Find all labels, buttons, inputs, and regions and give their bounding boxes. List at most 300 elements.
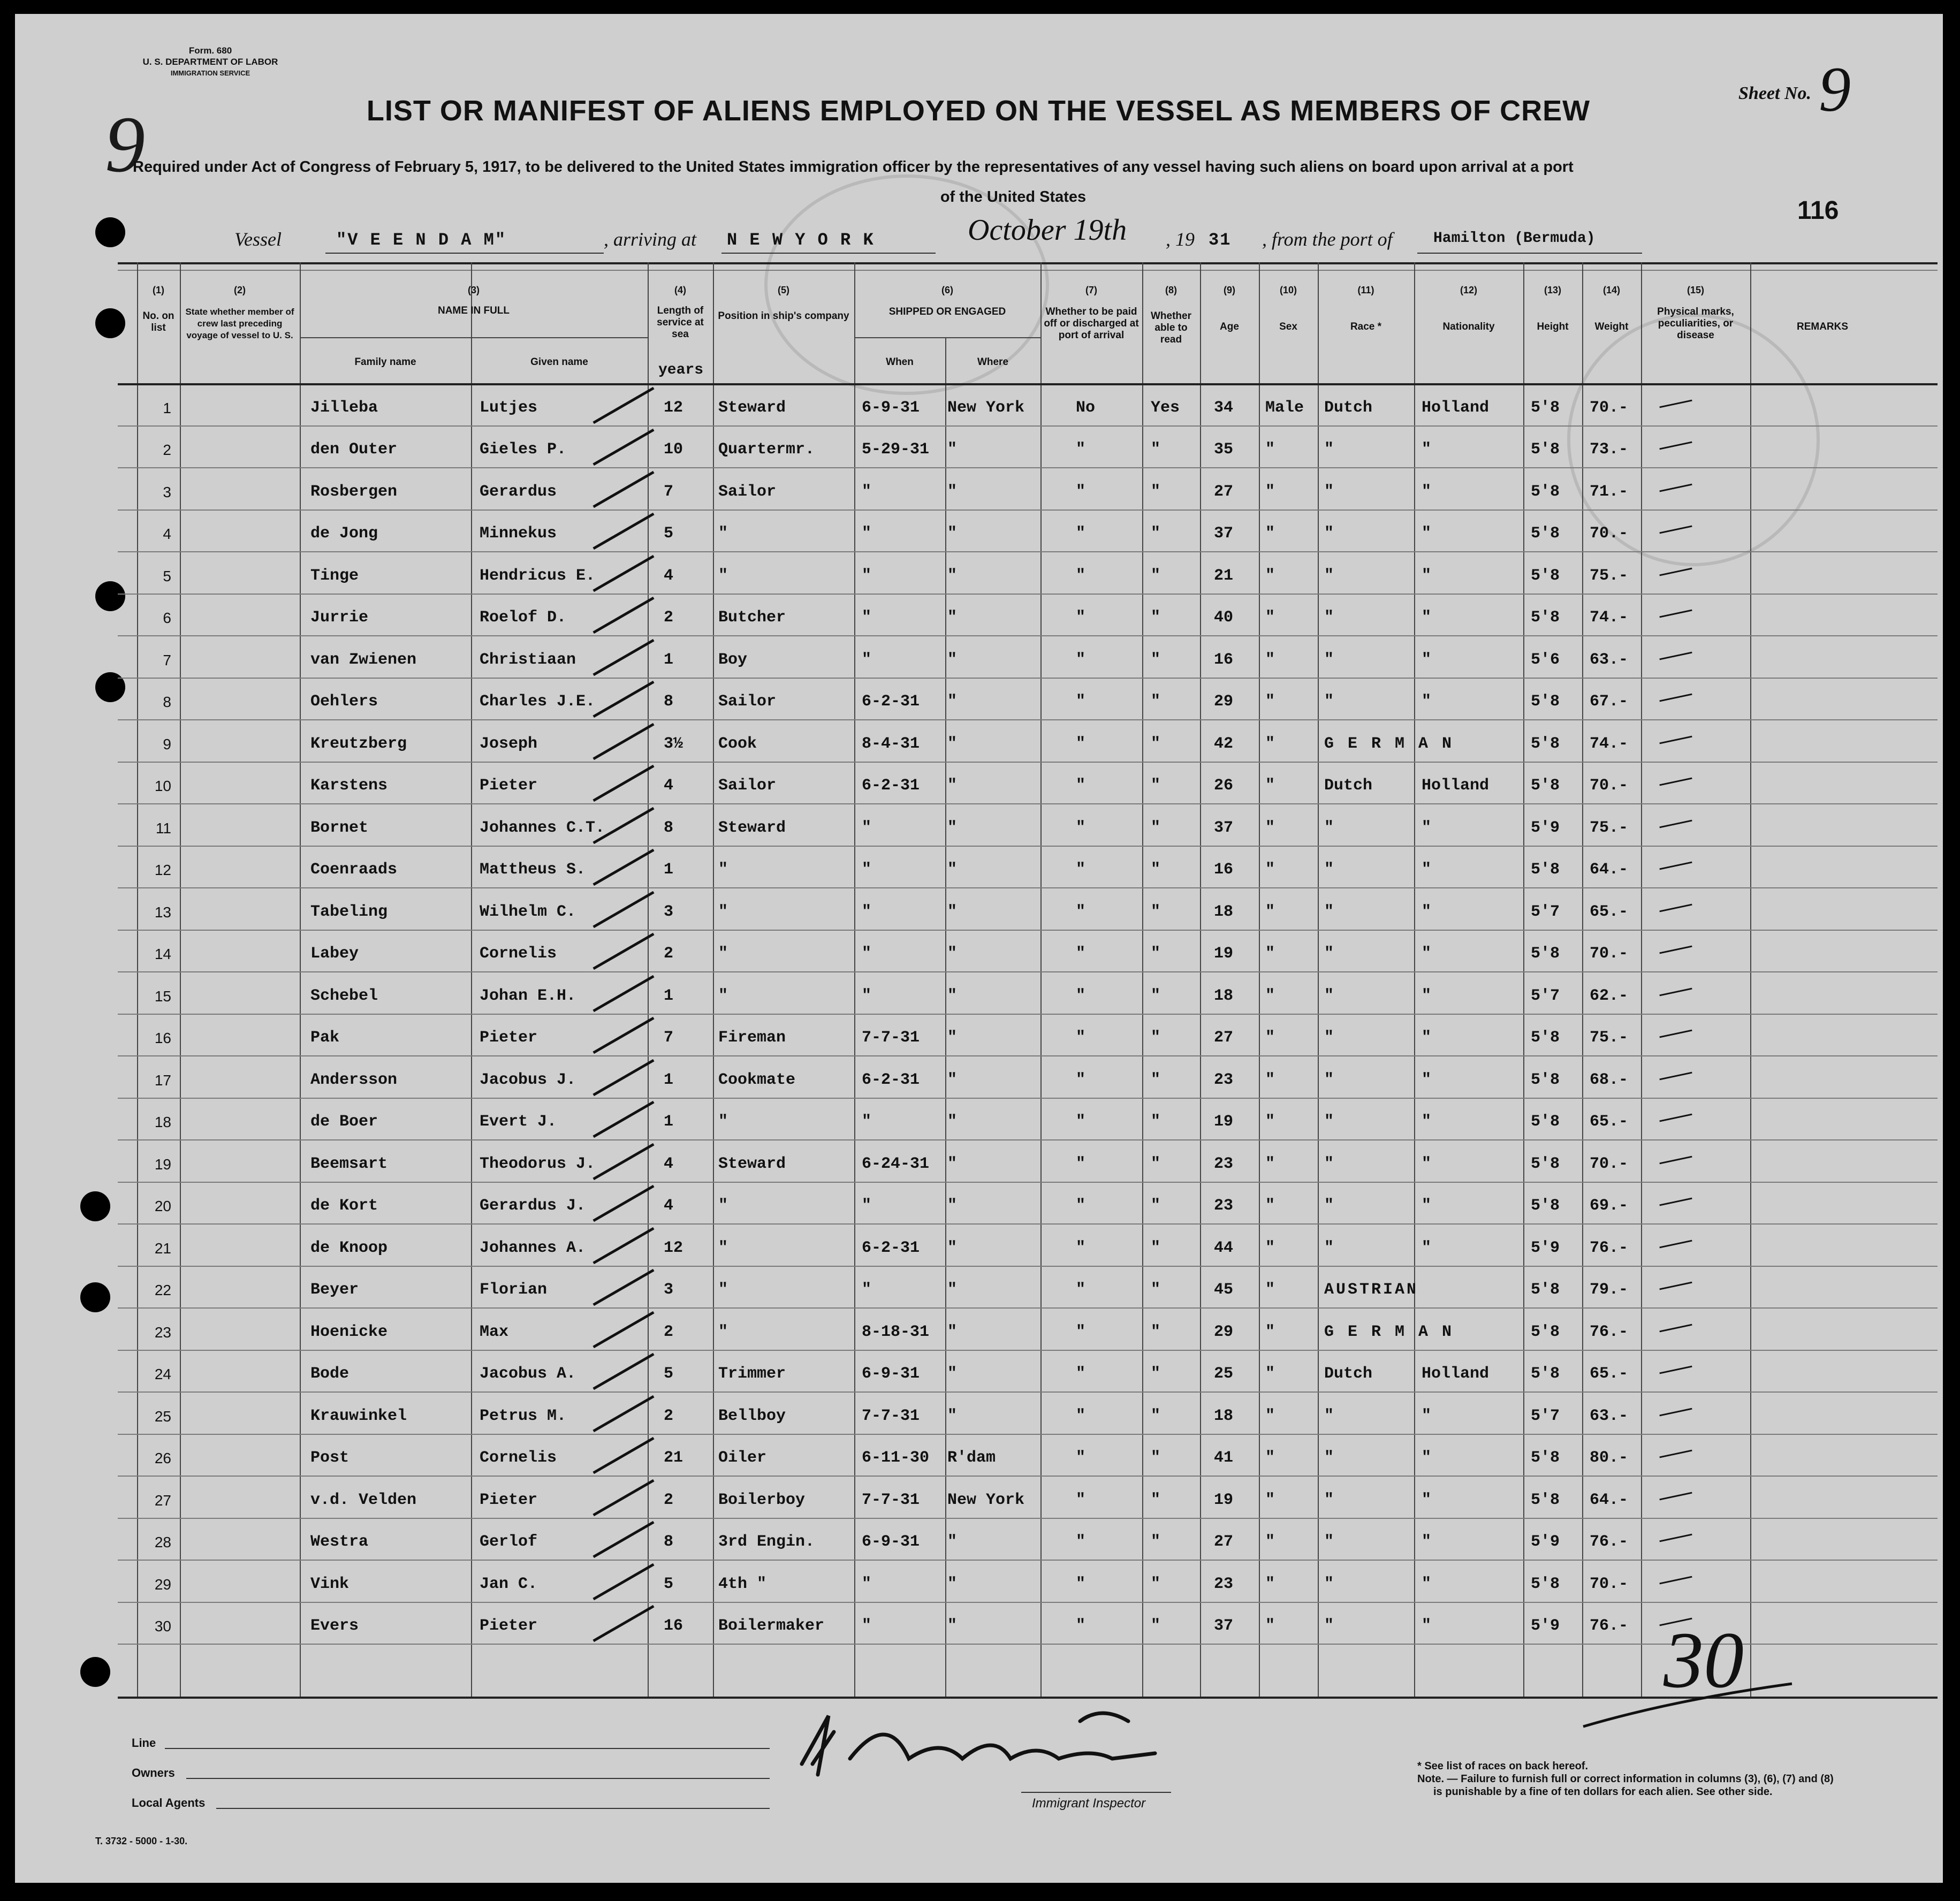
physical-marks-dash	[1659, 1240, 1692, 1248]
given-name: Evert J.	[480, 1113, 557, 1131]
shipped-when: "	[862, 945, 872, 963]
race: Dutch	[1324, 398, 1373, 417]
family-name: de Jong	[310, 524, 378, 543]
from-port-label: , from the port of	[1262, 229, 1393, 250]
check-slash	[592, 1563, 654, 1600]
given-name: Christiaan	[480, 650, 576, 669]
paid-off: "	[1076, 609, 1086, 627]
check-slash	[592, 429, 654, 466]
check-slash	[592, 1185, 654, 1222]
shipped-where: "	[947, 1113, 958, 1131]
paid-off: "	[1076, 1533, 1086, 1551]
paid-off: "	[1076, 1617, 1086, 1635]
height: 5'8	[1531, 1070, 1560, 1089]
arrival-date: October 19th	[968, 214, 1127, 247]
shipped-when: "	[862, 986, 872, 1005]
race: "	[1324, 861, 1334, 879]
able-to-read: "	[1151, 818, 1161, 837]
shipped-when: "	[862, 482, 872, 501]
age: 18	[1214, 986, 1234, 1005]
given-name: Gerardus J.	[480, 1197, 586, 1215]
race: "	[1324, 1449, 1334, 1467]
age: 34	[1214, 398, 1234, 417]
nationality: "	[1422, 986, 1432, 1005]
service-years: 2	[664, 1491, 674, 1509]
check-slash	[592, 1101, 654, 1138]
footer-owners-label: Owners	[132, 1766, 175, 1780]
given-name: Johannes A.	[480, 1238, 586, 1257]
weight: 64.-	[1590, 861, 1629, 879]
note-star: * See list of races on back hereof.	[1417, 1760, 1589, 1772]
shipped-where: "	[947, 650, 958, 669]
physical-marks-dash	[1659, 987, 1692, 996]
race: "	[1324, 1533, 1334, 1551]
family-name: Karstens	[310, 777, 388, 795]
position: Trimmer	[718, 1365, 786, 1383]
height: 5'8	[1531, 440, 1560, 459]
paid-off: "	[1076, 1322, 1086, 1341]
row-number: 29	[154, 1576, 171, 1593]
sex: "	[1265, 693, 1275, 711]
check-slash	[592, 681, 654, 718]
family-name: v.d. Velden	[310, 1491, 417, 1509]
shipped-when: "	[862, 609, 872, 627]
row-number: 24	[154, 1366, 171, 1382]
nationality: "	[1422, 693, 1432, 711]
race: Dutch	[1324, 1365, 1373, 1383]
race: "	[1324, 818, 1334, 837]
handwritten-corner-number: 9	[105, 100, 145, 189]
shipped-when: "	[862, 861, 872, 879]
shipped-where: "	[947, 609, 958, 627]
weight: 75.-	[1590, 818, 1629, 837]
physical-marks-dash	[1659, 1492, 1692, 1500]
nationality: Holland	[1422, 777, 1490, 795]
age: 21	[1214, 566, 1234, 585]
service-years: 5	[664, 1365, 674, 1383]
shipped-where: "	[947, 986, 958, 1005]
shipped-when: "	[862, 524, 872, 543]
sex: "	[1265, 986, 1275, 1005]
nationality: Holland	[1422, 1365, 1490, 1383]
arrival-port: N E W Y O R K	[727, 230, 875, 250]
row-number: 15	[154, 987, 171, 1005]
col-num: (10)	[1279, 285, 1297, 295]
height: 5'8	[1531, 482, 1560, 501]
shipped-when: "	[862, 1575, 872, 1593]
service-years: 1	[664, 1070, 674, 1089]
check-slash	[592, 470, 654, 507]
given-name: Joseph	[480, 734, 538, 753]
position: Sailor	[718, 482, 777, 501]
shipped-when: 8-4-31	[862, 734, 920, 753]
col-num: (1)	[153, 285, 164, 295]
position: 4th "	[718, 1575, 767, 1593]
nationality: "	[1422, 1491, 1432, 1509]
service-years: 21	[664, 1449, 683, 1467]
arrival-year: 31	[1209, 230, 1232, 250]
col-num: (11)	[1357, 285, 1374, 295]
check-slash	[592, 1479, 654, 1516]
position: Cookmate	[718, 1070, 796, 1089]
row-number: 19	[154, 1155, 171, 1173]
height: 5'8	[1531, 524, 1560, 543]
form-info	[95, 45, 325, 79]
service-years: 1	[664, 650, 674, 669]
row-number: 6	[163, 610, 171, 626]
height: 5'8	[1531, 1491, 1560, 1509]
position: "	[718, 1322, 728, 1341]
given-name: Johan E.H.	[480, 986, 576, 1005]
family-name: Krauwinkel	[310, 1406, 407, 1425]
race: "	[1324, 1070, 1334, 1089]
check-slash	[592, 1059, 654, 1096]
paid-off: "	[1076, 440, 1086, 459]
paid-off: "	[1076, 1491, 1086, 1509]
row-number: 11	[155, 819, 171, 837]
family-name: Bornet	[310, 818, 369, 837]
punch-hole	[80, 1282, 110, 1312]
document-title: LIST OR MANIFEST OF ALIENS EMPLOYED ON THE VESSEL AS MEMBERS OF CREW	[366, 95, 1591, 127]
nationality: "	[1422, 1238, 1432, 1257]
sheet-label: Sheet No.	[1738, 83, 1811, 103]
given-name: Hendricus E.	[480, 566, 596, 585]
shipped-where: "	[947, 1070, 958, 1089]
footer-notes	[1417, 1760, 1920, 1798]
shipped-when: 6-9-31	[862, 1533, 920, 1551]
col-num: (3)	[468, 285, 480, 295]
able-to-read: "	[1151, 1406, 1161, 1425]
check-slash	[592, 1143, 654, 1180]
able-to-read: "	[1151, 1029, 1161, 1047]
sex: "	[1265, 1365, 1275, 1383]
service-years: 1	[664, 986, 674, 1005]
age: 23	[1214, 1197, 1234, 1215]
height: 5'8	[1531, 693, 1560, 711]
physical-marks-dash	[1659, 694, 1692, 702]
physical-marks-dash	[1659, 442, 1692, 450]
paid-off: "	[1076, 1365, 1086, 1383]
height: 5'7	[1531, 1406, 1560, 1425]
able-to-read: "	[1151, 1070, 1161, 1089]
position: "	[718, 1197, 728, 1215]
paid-off: "	[1076, 777, 1086, 795]
shipped-when: 8-18-31	[862, 1322, 930, 1341]
able-to-read: "	[1151, 440, 1161, 459]
family-name: Kreutzberg	[310, 734, 407, 753]
check-slash	[592, 1227, 654, 1264]
age: 37	[1214, 818, 1234, 837]
position: Sailor	[718, 693, 777, 711]
height: 5'8	[1531, 1449, 1560, 1467]
position: "	[718, 1113, 728, 1131]
check-slash	[592, 1353, 654, 1390]
header-weight: Weight	[1594, 321, 1629, 332]
service-years: 2	[664, 945, 674, 963]
shipped-where: New York	[947, 398, 1025, 417]
age: 27	[1214, 1533, 1234, 1551]
physical-marks-dash	[1659, 1155, 1692, 1164]
age: 26	[1214, 777, 1234, 795]
sex: "	[1265, 1029, 1275, 1047]
nationality: "	[1422, 1197, 1432, 1215]
race: "	[1324, 1238, 1334, 1257]
row-number: 23	[154, 1324, 171, 1341]
family-name: Post	[310, 1449, 350, 1467]
position: "	[718, 1281, 728, 1299]
family-name: den Outer	[310, 440, 398, 459]
check-slash	[592, 1437, 654, 1474]
weight: 63.-	[1590, 1406, 1629, 1425]
header-name-in-full: NAME IN FULL	[437, 305, 510, 316]
height: 5'8	[1531, 609, 1560, 627]
age: 19	[1214, 1113, 1234, 1131]
able-to-read: "	[1151, 1365, 1161, 1383]
able-to-read: "	[1151, 650, 1161, 669]
nationality: "	[1422, 1406, 1432, 1425]
service-years: 3½	[664, 734, 683, 753]
header-where: Where	[977, 356, 1009, 368]
header-remarks: REMARKS	[1796, 321, 1849, 332]
sex: "	[1265, 1238, 1275, 1257]
shipped-where: "	[947, 1281, 958, 1299]
age: 45	[1214, 1281, 1234, 1299]
service-years: 4	[664, 1154, 674, 1173]
position: "	[718, 945, 728, 963]
shipped-where: "	[947, 1154, 958, 1173]
weight: 80.-	[1590, 1449, 1629, 1467]
given-name: Lutjes	[480, 398, 538, 417]
shipped-where: "	[947, 1322, 958, 1341]
shipped-when: 6-2-31	[862, 693, 920, 711]
header-race: Race *	[1350, 321, 1382, 332]
nationality: "	[1422, 1533, 1432, 1551]
check-slash	[592, 975, 654, 1012]
given-name: Roelof D.	[480, 609, 567, 627]
given-name: Cornelis	[480, 1449, 557, 1467]
header-years-hand: years	[658, 362, 704, 378]
height: 5'8	[1531, 1365, 1560, 1383]
physical-marks-dash	[1659, 651, 1692, 660]
check-slash	[592, 1605, 654, 1642]
vessel-label: Vessel	[234, 229, 282, 250]
weight: 70.-	[1590, 777, 1629, 795]
physical-marks-dash	[1659, 778, 1692, 786]
sex: "	[1265, 1617, 1275, 1635]
weight: 65.-	[1590, 1365, 1629, 1383]
weight: 75.-	[1590, 566, 1629, 585]
paid-off: "	[1076, 482, 1086, 501]
shipped-when: 6-2-31	[862, 1238, 920, 1257]
crew-table	[118, 262, 1849, 1697]
paid-off: "	[1076, 861, 1086, 879]
family-name: Labey	[310, 945, 359, 963]
family-name: Jilleba	[310, 398, 378, 417]
able-to-read: "	[1151, 1197, 1161, 1215]
sex: "	[1265, 650, 1275, 669]
position: Steward	[718, 398, 786, 417]
header-position: Position in ship's company	[718, 310, 849, 322]
nationality: "	[1422, 945, 1432, 963]
header-state-whether: State whether member of crew last preceding voyage of vessel to U. S.	[185, 307, 294, 340]
service-years: 2	[664, 1406, 674, 1425]
race: Dutch	[1324, 777, 1373, 795]
able-to-read: "	[1151, 693, 1161, 711]
shipped-when: "	[862, 566, 872, 585]
service-years: 10	[664, 440, 683, 459]
given-name: Jan C.	[480, 1575, 538, 1593]
header-no-on-list: No. on list	[142, 310, 174, 333]
weight: 74.-	[1590, 609, 1629, 627]
manifest-sheet	[13, 12, 1945, 1885]
row-number: 7	[163, 651, 171, 668]
form-service: IMMIGRATION SERVICE	[170, 69, 250, 77]
sex: "	[1265, 1154, 1275, 1173]
header-age: Age	[1220, 321, 1239, 332]
shipped-when: 6-24-31	[862, 1154, 930, 1173]
col-num: (4)	[674, 285, 686, 295]
sex: "	[1265, 609, 1275, 627]
footer-local-agents-label: Local Agents	[132, 1796, 206, 1809]
race: "	[1324, 1113, 1334, 1131]
given-name: Cornelis	[480, 945, 557, 963]
age: 23	[1214, 1070, 1234, 1089]
weight: 71.-	[1590, 482, 1629, 501]
position: "	[718, 566, 728, 585]
height: 5'9	[1531, 1238, 1560, 1257]
able-to-read: "	[1151, 524, 1161, 543]
position: Sailor	[718, 777, 777, 795]
family-name: Jurrie	[310, 609, 369, 627]
race: G E R M A N	[1324, 1322, 1454, 1341]
row-number: 13	[154, 903, 171, 921]
header-physical-marks: Physical marks, peculiarities, or disease	[1657, 306, 1734, 341]
shipped-where: "	[947, 1238, 958, 1257]
race: "	[1324, 650, 1334, 669]
race: AUSTRIAN	[1324, 1281, 1419, 1299]
height: 5'8	[1531, 945, 1560, 963]
shipped-where: "	[947, 1533, 958, 1551]
shipped-when: "	[862, 1113, 872, 1131]
position: "	[718, 1238, 728, 1257]
row-number: 8	[163, 694, 171, 710]
height: 5'6	[1531, 650, 1560, 669]
physical-marks-dash	[1659, 862, 1692, 870]
height: 5'9	[1531, 1533, 1560, 1551]
weight: 69.-	[1590, 1197, 1629, 1215]
position: Bellboy	[718, 1406, 786, 1425]
nationality: "	[1422, 566, 1432, 585]
weight: 70.-	[1590, 1575, 1629, 1593]
family-name: Schebel	[310, 986, 378, 1005]
check-slash	[592, 1017, 654, 1054]
sex: "	[1265, 1533, 1275, 1551]
nationality: "	[1422, 609, 1432, 627]
col-num: (14)	[1602, 285, 1620, 295]
paid-off: "	[1076, 902, 1086, 921]
shipped-where: "	[947, 1617, 958, 1635]
given-name: Gerlof	[480, 1533, 538, 1551]
row-number: 18	[154, 1114, 171, 1130]
given-name: Charles J.E.	[480, 693, 596, 711]
age: 29	[1214, 693, 1234, 711]
row-number: 17	[154, 1071, 171, 1089]
row-number: 28	[154, 1534, 171, 1550]
age: 44	[1214, 1238, 1234, 1257]
family-name: Beyer	[310, 1281, 359, 1299]
height: 5'8	[1531, 1322, 1560, 1341]
race: "	[1324, 524, 1334, 543]
family-name: Vink	[310, 1575, 350, 1593]
service-years: 5	[664, 1575, 674, 1593]
given-name: Minnekus	[480, 524, 557, 543]
check-slash	[592, 765, 654, 802]
weight: 76.-	[1590, 1617, 1629, 1635]
row-number: 20	[154, 1198, 171, 1214]
sex: "	[1265, 945, 1275, 963]
position: "	[718, 902, 728, 921]
family-name: Westra	[310, 1533, 369, 1551]
header-sex: Sex	[1279, 321, 1297, 332]
check-slash	[592, 1395, 654, 1432]
sex: "	[1265, 818, 1275, 837]
check-slash	[592, 386, 654, 423]
sex: "	[1265, 861, 1275, 879]
col-num: (13)	[1544, 285, 1561, 295]
sex: "	[1265, 566, 1275, 585]
physical-marks-dash	[1659, 1324, 1692, 1332]
race: "	[1324, 609, 1334, 627]
sex: "	[1265, 1281, 1275, 1299]
race: "	[1324, 1491, 1334, 1509]
position: "	[718, 986, 728, 1005]
able-to-read: "	[1151, 902, 1161, 921]
family-name: Tabeling	[310, 902, 388, 921]
family-name: Evers	[310, 1617, 359, 1635]
given-name: Wilhelm C.	[480, 902, 576, 921]
physical-marks-dash	[1659, 526, 1692, 534]
service-years: 1	[664, 861, 674, 879]
vessel-name: "V E E N D A M"	[336, 230, 507, 250]
height: 5'8	[1531, 1281, 1560, 1299]
height: 5'8	[1531, 566, 1560, 585]
shipped-when: "	[862, 650, 872, 669]
row-number: 12	[154, 862, 171, 878]
paid-off: "	[1076, 1238, 1086, 1257]
shipped-when: "	[862, 818, 872, 837]
row-number: 1	[163, 399, 171, 416]
nationality: "	[1422, 440, 1432, 459]
given-name: Pieter	[480, 1617, 538, 1635]
position: "	[718, 861, 728, 879]
service-years: 4	[664, 566, 674, 585]
shipped-when: "	[862, 1281, 872, 1299]
nationality: "	[1422, 1449, 1432, 1467]
able-to-read: "	[1151, 777, 1161, 795]
height: 5'8	[1531, 1575, 1560, 1593]
check-slash	[592, 638, 654, 675]
weight: 76.-	[1590, 1238, 1629, 1257]
age: 18	[1214, 1406, 1234, 1425]
row-number: 10	[154, 778, 171, 794]
weight: 67.-	[1590, 693, 1629, 711]
position: Fireman	[718, 1029, 786, 1047]
race: "	[1324, 945, 1334, 963]
header-shipped-engaged: SHIPPED OR ENGAGED	[888, 306, 1006, 317]
col-num: (2)	[234, 285, 246, 295]
physical-marks-dash	[1659, 946, 1692, 954]
weight: 76.-	[1590, 1322, 1629, 1341]
